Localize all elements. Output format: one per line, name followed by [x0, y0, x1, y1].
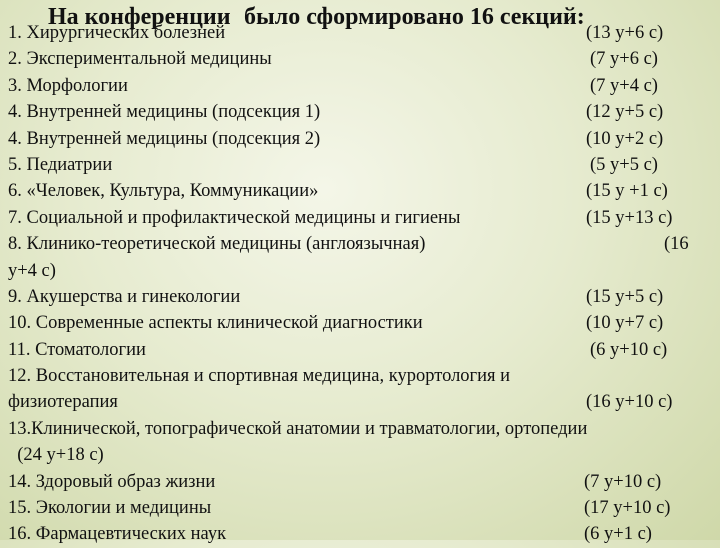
- list-item: [8, 363, 714, 389]
- section-count: (17 у+10 с): [584, 498, 671, 519]
- section-count: (5 у+5 с): [590, 154, 658, 175]
- slide-title-part2: было сформировано 16 секций:: [244, 4, 585, 30]
- section-count: (7 у+6 с): [590, 49, 658, 70]
- section-count: (10 у+2 с): [586, 128, 664, 149]
- list-item: [8, 178, 714, 204]
- section-name: 6. «Человек, Культура, Коммуникации»: [8, 181, 319, 202]
- section-name: 10. Современные аспекты клинической диагностики: [8, 313, 423, 334]
- section-name: 8. Клинико-теоретической медицины (англоязычная): [8, 234, 426, 255]
- list-item: [8, 521, 714, 547]
- slide-title-part1: На конференции: [48, 4, 231, 30]
- section-name: физиотерапия: [8, 392, 118, 413]
- section-count: (7 у+10 с): [584, 471, 662, 492]
- section-name: 3. Морфологии: [8, 75, 128, 96]
- list-item: [8, 152, 714, 178]
- section-name: 9. Акушерства и гинекологии: [8, 286, 241, 307]
- list-item: [8, 389, 714, 415]
- list-item: [8, 442, 714, 468]
- list-item: [8, 284, 714, 310]
- section-name: у+4 с): [8, 260, 56, 281]
- list-item: [8, 469, 714, 495]
- section-name: 2. Экспериментальной медицины: [8, 49, 272, 70]
- section-name: 14. Здоровый образ жизни: [8, 471, 216, 492]
- list-item: [8, 310, 714, 336]
- list-item: [8, 258, 714, 284]
- section-count: (15 у+5 с): [586, 286, 664, 307]
- section-count: (7 у+4 с): [590, 75, 658, 96]
- list-item: [8, 126, 714, 152]
- section-name: 16. Фармацевтических наук: [8, 524, 227, 545]
- section-count: (13 у+6 с): [586, 23, 664, 43]
- list-item: [8, 337, 714, 363]
- section-name: 5. Педиатрии: [8, 154, 113, 175]
- section-count: (12 у+5 с): [586, 102, 664, 123]
- section-name: 7. Социальной и профилактической медицины и гигиены: [8, 207, 461, 228]
- section-count: (16: [664, 234, 689, 255]
- section-name: 11. Стоматологии: [8, 339, 146, 360]
- list-item: [8, 46, 714, 72]
- section-count: (6 у+1 с): [584, 524, 652, 545]
- section-name: 4. Внутренней медицины (подсекция 2): [8, 128, 321, 149]
- sections-list: [8, 20, 714, 548]
- section-name: 4. Внутренней медицины (подсекция 1): [8, 102, 321, 123]
- list-item: [8, 231, 714, 257]
- section-count: (10 у+7 с): [586, 313, 664, 334]
- section-name: 1. Хирургических болезней: [8, 23, 226, 43]
- section-count: (16 у+10 с): [586, 392, 673, 413]
- section-name: 15. Экологии и медицины: [8, 498, 212, 519]
- list-item: [8, 73, 714, 99]
- section-name: 13.Клинической, топографической анатомии и травматологии, ортопедии: [8, 418, 588, 439]
- section-name: 12. Восстановительная и спортивная медицина, курортология и: [8, 366, 511, 387]
- section-count: (15 у +1 с): [586, 181, 668, 202]
- section-count: (6 у+10 с): [590, 339, 668, 360]
- list-item: [8, 99, 714, 125]
- section-count: (15 у+13 с): [586, 207, 673, 228]
- section-name: (24 у+18 с): [8, 445, 104, 466]
- list-item: [8, 416, 714, 442]
- list-item: [8, 205, 714, 231]
- list-item: [8, 495, 714, 521]
